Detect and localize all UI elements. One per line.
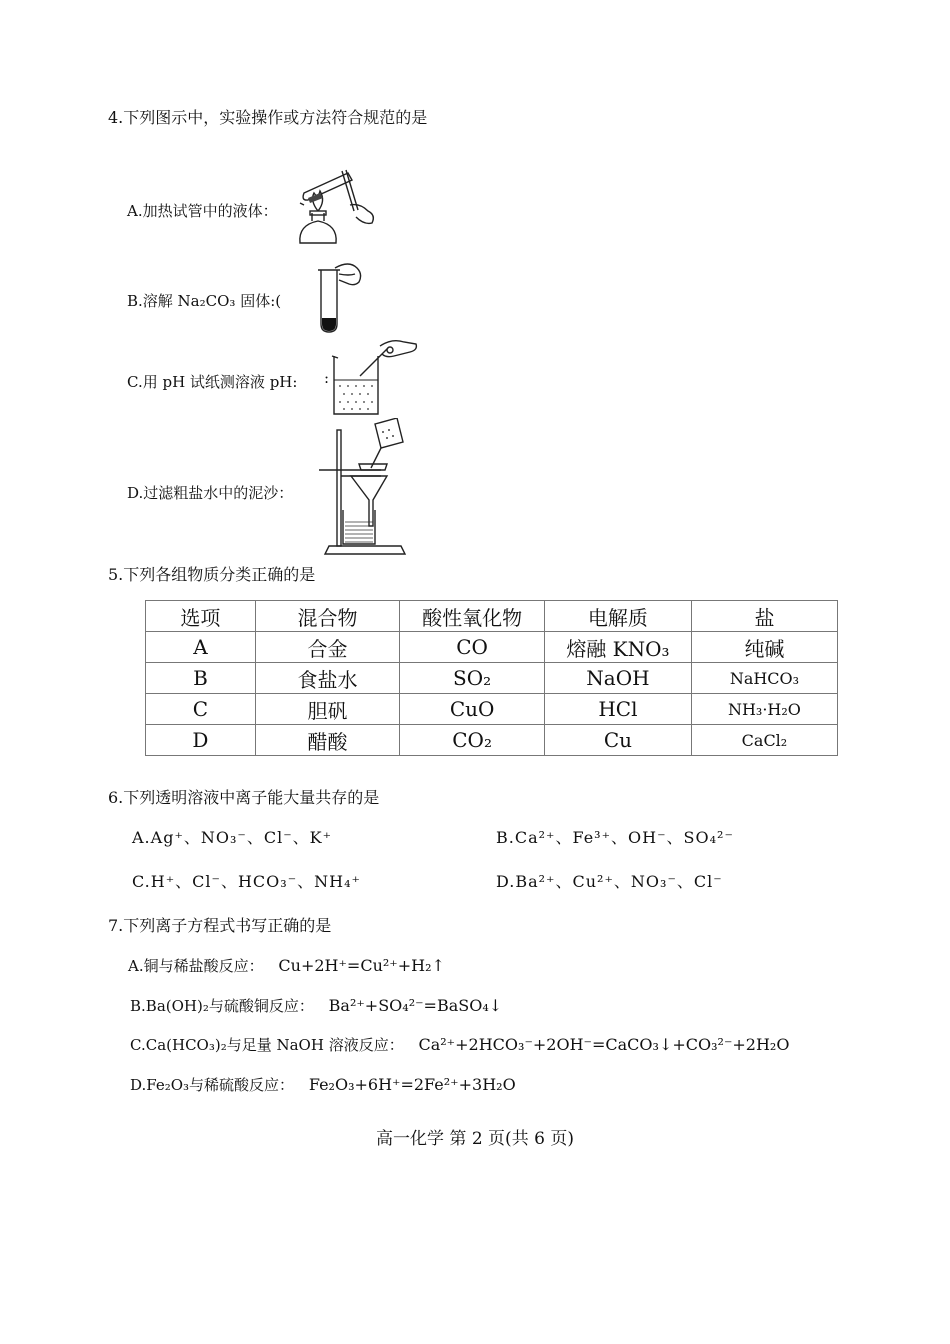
table-cell: 纯碱 (691, 632, 837, 663)
option-label: C. (132, 872, 151, 891)
question-7-stem: 7.下列离子方程式书写正确的是 (108, 916, 332, 935)
table-row (146, 663, 838, 694)
header-acidic-oxide: 酸性氧化物 (400, 601, 545, 632)
question-4-option-b: B.溶解 Na₂CO₃ 固体:( (127, 292, 282, 310)
ion-list: Ca²⁺、Fe³⁺、OH⁻、SO₄²⁻ (514, 828, 734, 847)
option-a-label: A.铜与稀盐酸反应： (128, 957, 264, 975)
option-c-equation: Ca²⁺+2HCO₃⁻+2OH⁻=CaCO₃↓+CO₃²⁻+2H₂O (418, 1035, 790, 1054)
question-7-option-c (130, 1034, 789, 1055)
question-6-option-b (496, 825, 734, 848)
question-7-option-a (128, 955, 445, 976)
header-salt: 盐 (691, 601, 837, 632)
table-cell: 胆矾 (255, 694, 399, 725)
option-d-equation: Fe₂O₃+6H⁺=2Fe²⁺+3H₂O (308, 1075, 516, 1094)
option-c-mark: : (324, 369, 330, 387)
table-cell: NaOH (544, 663, 691, 694)
option-a-equation: Cu+2H⁺=Cu²⁺+H₂↑ (278, 956, 445, 975)
option-b-equation: Ba²⁺+SO₄²⁻=BaSO₄↓ (328, 996, 503, 1015)
table-cell: B (146, 663, 256, 694)
question-7-option-b (130, 995, 502, 1016)
table-header-row (146, 601, 838, 632)
option-d-label: D.Fe₂O₃与稀硫酸反应： (130, 1076, 295, 1094)
question-6-stem: 6.下列透明溶液中离子能大量共存的是 (108, 788, 380, 807)
table-cell: CaCl₂ (691, 725, 837, 756)
question-6-option-a (132, 825, 332, 848)
table-cell: 食盐水 (255, 663, 399, 694)
table-cell: HCl (544, 694, 691, 725)
filtration-setup-figure (315, 418, 415, 558)
option-label: B. (496, 828, 515, 847)
question-4-option-d: D.过滤粗盐水中的泥沙： (127, 484, 294, 502)
header-option: 选项 (146, 601, 256, 632)
table-cell: 熔融 KNO₃ (544, 632, 691, 663)
question-4-option-c: C.用 pH 试纸测溶液 pH: (127, 373, 298, 391)
header-electrolyte: 电解质 (544, 601, 691, 632)
table-row (146, 632, 838, 663)
ph-paper-beaker-figure (330, 336, 420, 418)
table-cell: 醋酸 (255, 725, 399, 756)
table-cell: CO₂ (400, 725, 545, 756)
table-cell: C (146, 694, 256, 725)
table-cell: D (146, 725, 256, 756)
dissolving-test-tube-figure (315, 260, 365, 335)
header-mixture: 混合物 (255, 601, 399, 632)
page-footer: 高一化学 第 2 页(共 6 页) (376, 1129, 574, 1149)
question-6-option-d (496, 869, 723, 892)
classification-table (145, 600, 838, 756)
question-5-stem: 5.下列各组物质分类正确的是 (108, 565, 316, 584)
ion-list: H⁺、Cl⁻、HCO₃⁻、NH₄⁺ (150, 872, 361, 891)
table-cell: NH₃·H₂O (691, 694, 837, 725)
table-cell: CuO (400, 694, 545, 725)
table-cell: A (146, 632, 256, 663)
table-cell: NaHCO₃ (691, 663, 837, 694)
option-label: D. (496, 872, 516, 891)
table-cell: CO (400, 632, 545, 663)
table-row (146, 725, 838, 756)
table-cell: SO₂ (400, 663, 545, 694)
ion-list: Ba²⁺、Cu²⁺、NO₃⁻、Cl⁻ (515, 872, 723, 891)
question-6-option-c (132, 869, 361, 892)
question-4-option-a: A.加热试管中的液体： (127, 202, 278, 220)
option-c-label: C.Ca(HCO₃)₂与足量 NaOH 溶液反应： (130, 1036, 404, 1054)
ion-list: Ag⁺、NO₃⁻、Cl⁻、K⁺ (150, 828, 333, 847)
table-row (146, 694, 838, 725)
heating-test-tube-figure (290, 165, 380, 247)
question-7-option-d (130, 1074, 516, 1095)
option-label: A. (132, 828, 151, 847)
option-b-label: B.Ba(OH)₂与硫酸铜反应： (130, 997, 314, 1015)
question-4-stem: 4.下列图示中，实验操作或方法符合规范的是 (108, 108, 428, 127)
table-cell: 合金 (255, 632, 399, 663)
table-cell: Cu (544, 725, 691, 756)
